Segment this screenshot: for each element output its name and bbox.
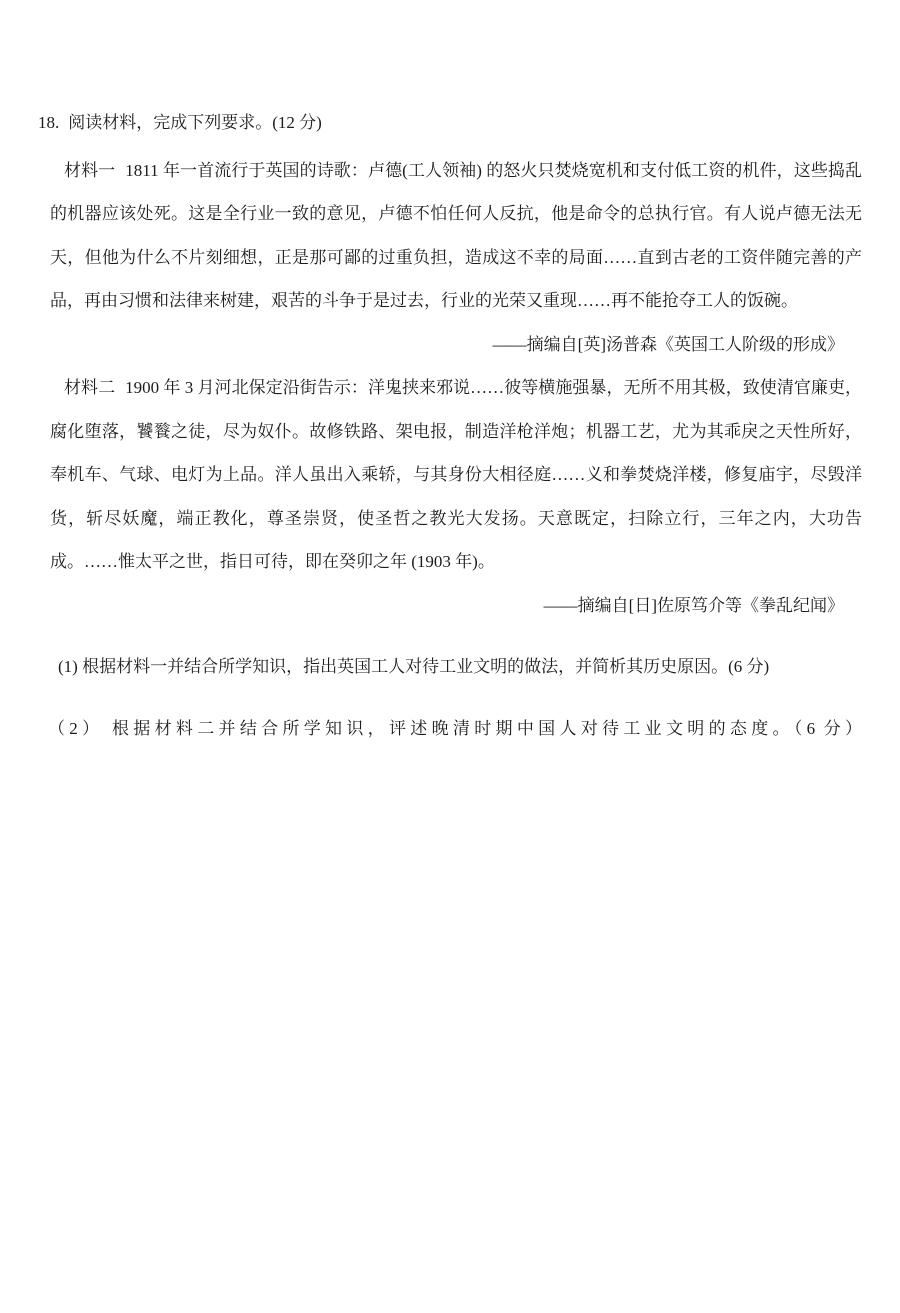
material-one-paragraph xyxy=(0,149,900,323)
material-one-text: 1811 年一首流行于英国的诗歌：卢德(工人领袖) 的怒火只焚烧宽机和支付低工资的机件，这些捣乱的机器应该处死。这是全行业一致的意见，卢德不怕任何人反抗，他是命令的总执行官。有人说卢德无法无天，但他为什么不片刻细想，正是那可鄙的过重负担，造成这不幸的局面……直到古老的工资伴随完善的产品，再由习惯和法律来树建，艰苦的斗争于是过去，行业的光荣又重现……再不能抢夺工人的饭碗。 xyxy=(50,160,862,310)
sub-question-2: （2） 根据材料二并结合所学知识，评述晚清时期中国人对待工业文明的态度。（6 分） xyxy=(48,718,862,738)
question-number: 18. xyxy=(38,113,60,132)
material-one-label: 材料一 xyxy=(64,160,116,180)
question-header xyxy=(0,101,900,145)
material-two-paragraph xyxy=(0,366,900,584)
material-two-attribution: ——摘编自[日]佐原笃介等《拳乱纪闻》 xyxy=(543,595,844,615)
sub-question-1: (1) 根据材料一并结合所学知识，指出英国工人对待工业文明的做法，并简析其历史原因。(6 分) xyxy=(58,657,770,676)
material-one-attribution: ——摘编自[英]汤普森《英国工人阶级的形成》 xyxy=(492,334,844,354)
material-two-text: 1900 年 3 月河北保定沿街告示：洋鬼挟来邪说……彼等横施强暴，无所不用其极，致使清官廉吏，腐化堕落，饕餮之徒，尽为奴仆。故修铁路、架电报，制造洋枪洋炮；机器工艺，尤为其乖戾之天性所好，奉机车、气球、电灯为上品。洋人虽出入乘轿，与其身份大相径庭……义和拳焚烧洋楼，修复庙宇，尽毁洋货，斩尽妖魔，端正教化，尊圣崇贤，使圣哲之教光大发扬。天意既定，扫除立行，三年之内，大功告成。……惟太平之世，指日可待，即在癸卯之年 (1903 年)。 xyxy=(50,378,863,571)
material-two-label: 材料二 xyxy=(64,378,116,397)
question-intro: 阅读材料，完成下列要求。(12 分) xyxy=(68,113,322,132)
